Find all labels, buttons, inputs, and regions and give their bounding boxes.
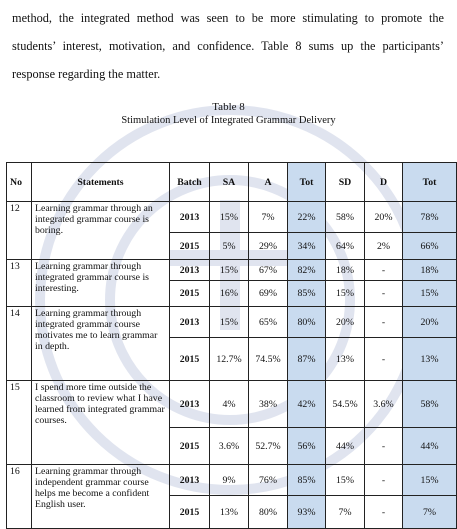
tot-agree-cell: 22%	[288, 202, 326, 233]
sd-cell: 13%	[326, 338, 365, 381]
tot-agree-cell: 85%	[288, 465, 326, 496]
tot-disagree-cell: 18%	[403, 260, 457, 281]
statement-cell: Learning grammar through integrated grammar course is interesting.	[32, 260, 170, 307]
a-cell: 52.7%	[249, 428, 288, 465]
batch-cell: 2013	[170, 307, 210, 338]
tot-disagree-cell: 66%	[403, 233, 457, 260]
row-number: 14	[7, 307, 32, 381]
batch-cell: 2015	[170, 428, 210, 465]
tot-agree-cell: 93%	[288, 496, 326, 529]
a-cell: 29%	[249, 233, 288, 260]
batch-cell: 2015	[170, 281, 210, 307]
header-no: No	[7, 163, 32, 202]
statement-cell: Learning grammar through an integrated grammar course is boring.	[32, 202, 170, 260]
sa-cell: 16%	[210, 281, 249, 307]
table-row	[7, 307, 457, 338]
d-cell: -	[365, 496, 403, 529]
tot-disagree-cell: 15%	[403, 465, 457, 496]
stimulation-table	[6, 162, 457, 529]
d-cell: 2%	[365, 233, 403, 260]
body-paragraph	[12, 4, 444, 88]
d-cell: -	[365, 428, 403, 465]
tot-agree-cell: 80%	[288, 307, 326, 338]
header-sd: SD	[326, 163, 365, 202]
header-a: A	[249, 163, 288, 202]
row-number: 15	[7, 381, 32, 465]
d-cell: -	[365, 281, 403, 307]
header-sa: SA	[210, 163, 249, 202]
table-row	[7, 381, 457, 428]
sa-cell: 5%	[210, 233, 249, 260]
paragraph-line: response regarding the matter.	[12, 67, 161, 81]
sd-cell: 18%	[326, 260, 365, 281]
sd-cell: 54.5%	[326, 381, 365, 428]
statement-cell: Learning grammar through integrated grammar course motivates me to learn grammar in depth.	[32, 307, 170, 381]
tot-agree-cell: 82%	[288, 260, 326, 281]
statement-cell: I spend more time outside the classroom to review what I have learned from integrated grammar courses.	[32, 381, 170, 465]
sa-cell: 4%	[210, 381, 249, 428]
paragraph-line: students’ interest, motivation, and confidence. Table 8 sums up the participants’	[12, 39, 444, 53]
sd-cell: 7%	[326, 496, 365, 529]
d-cell: -	[365, 465, 403, 496]
sa-cell: 13%	[210, 496, 249, 529]
a-cell: 69%	[249, 281, 288, 307]
tot-agree-cell: 85%	[288, 281, 326, 307]
table-subtitle: Stimulation Level of Integrated Grammar Delivery	[121, 115, 336, 126]
sa-cell: 3.6%	[210, 428, 249, 465]
header-tot-agree: Tot	[288, 163, 326, 202]
tot-disagree-cell: 13%	[403, 338, 457, 381]
a-cell: 65%	[249, 307, 288, 338]
sa-cell: 15%	[210, 260, 249, 281]
tot-disagree-cell: 15%	[403, 281, 457, 307]
tot-agree-cell: 34%	[288, 233, 326, 260]
sd-cell: 58%	[326, 202, 365, 233]
sd-cell: 20%	[326, 307, 365, 338]
batch-cell: 2015	[170, 496, 210, 529]
batch-cell: 2013	[170, 202, 210, 233]
a-cell: 7%	[249, 202, 288, 233]
sd-cell: 15%	[326, 281, 365, 307]
batch-cell: 2013	[170, 260, 210, 281]
header-batch: Batch	[170, 163, 210, 202]
sa-cell: 12.7%	[210, 338, 249, 381]
tot-disagree-cell: 44%	[403, 428, 457, 465]
sa-cell: 15%	[210, 307, 249, 338]
sa-cell: 15%	[210, 202, 249, 233]
d-cell: -	[365, 338, 403, 381]
header-tot-disagree: Tot	[403, 163, 457, 202]
table-header-row	[7, 163, 457, 202]
table-row	[7, 202, 457, 233]
batch-cell: 2015	[170, 338, 210, 381]
paragraph-line: method, the integrated method was seen to be more stimulating to promote the	[12, 11, 444, 25]
tot-agree-cell: 56%	[288, 428, 326, 465]
table-title: Table 8	[212, 101, 245, 113]
table-row	[7, 260, 457, 281]
a-cell: 67%	[249, 260, 288, 281]
sd-cell: 15%	[326, 465, 365, 496]
a-cell: 80%	[249, 496, 288, 529]
batch-cell: 2013	[170, 465, 210, 496]
statement-cell: Learning grammar through independent grammar course helps me become a confident English user.	[32, 465, 170, 529]
a-cell: 74.5%	[249, 338, 288, 381]
header-d: D	[365, 163, 403, 202]
sd-cell: 44%	[326, 428, 365, 465]
row-number: 13	[7, 260, 32, 307]
batch-cell: 2015	[170, 233, 210, 260]
tot-disagree-cell: 20%	[403, 307, 457, 338]
batch-cell: 2013	[170, 381, 210, 428]
tot-disagree-cell: 58%	[403, 381, 457, 428]
table-row	[7, 465, 457, 496]
row-number: 12	[7, 202, 32, 260]
a-cell: 76%	[249, 465, 288, 496]
row-number: 16	[7, 465, 32, 529]
sa-cell: 9%	[210, 465, 249, 496]
tot-agree-cell: 42%	[288, 381, 326, 428]
d-cell: -	[365, 307, 403, 338]
sd-cell: 64%	[326, 233, 365, 260]
a-cell: 38%	[249, 381, 288, 428]
d-cell: -	[365, 260, 403, 281]
header-statements: Statements	[32, 163, 170, 202]
tot-disagree-cell: 7%	[403, 496, 457, 529]
d-cell: 20%	[365, 202, 403, 233]
d-cell: 3.6%	[365, 381, 403, 428]
tot-agree-cell: 87%	[288, 338, 326, 381]
tot-disagree-cell: 78%	[403, 202, 457, 233]
